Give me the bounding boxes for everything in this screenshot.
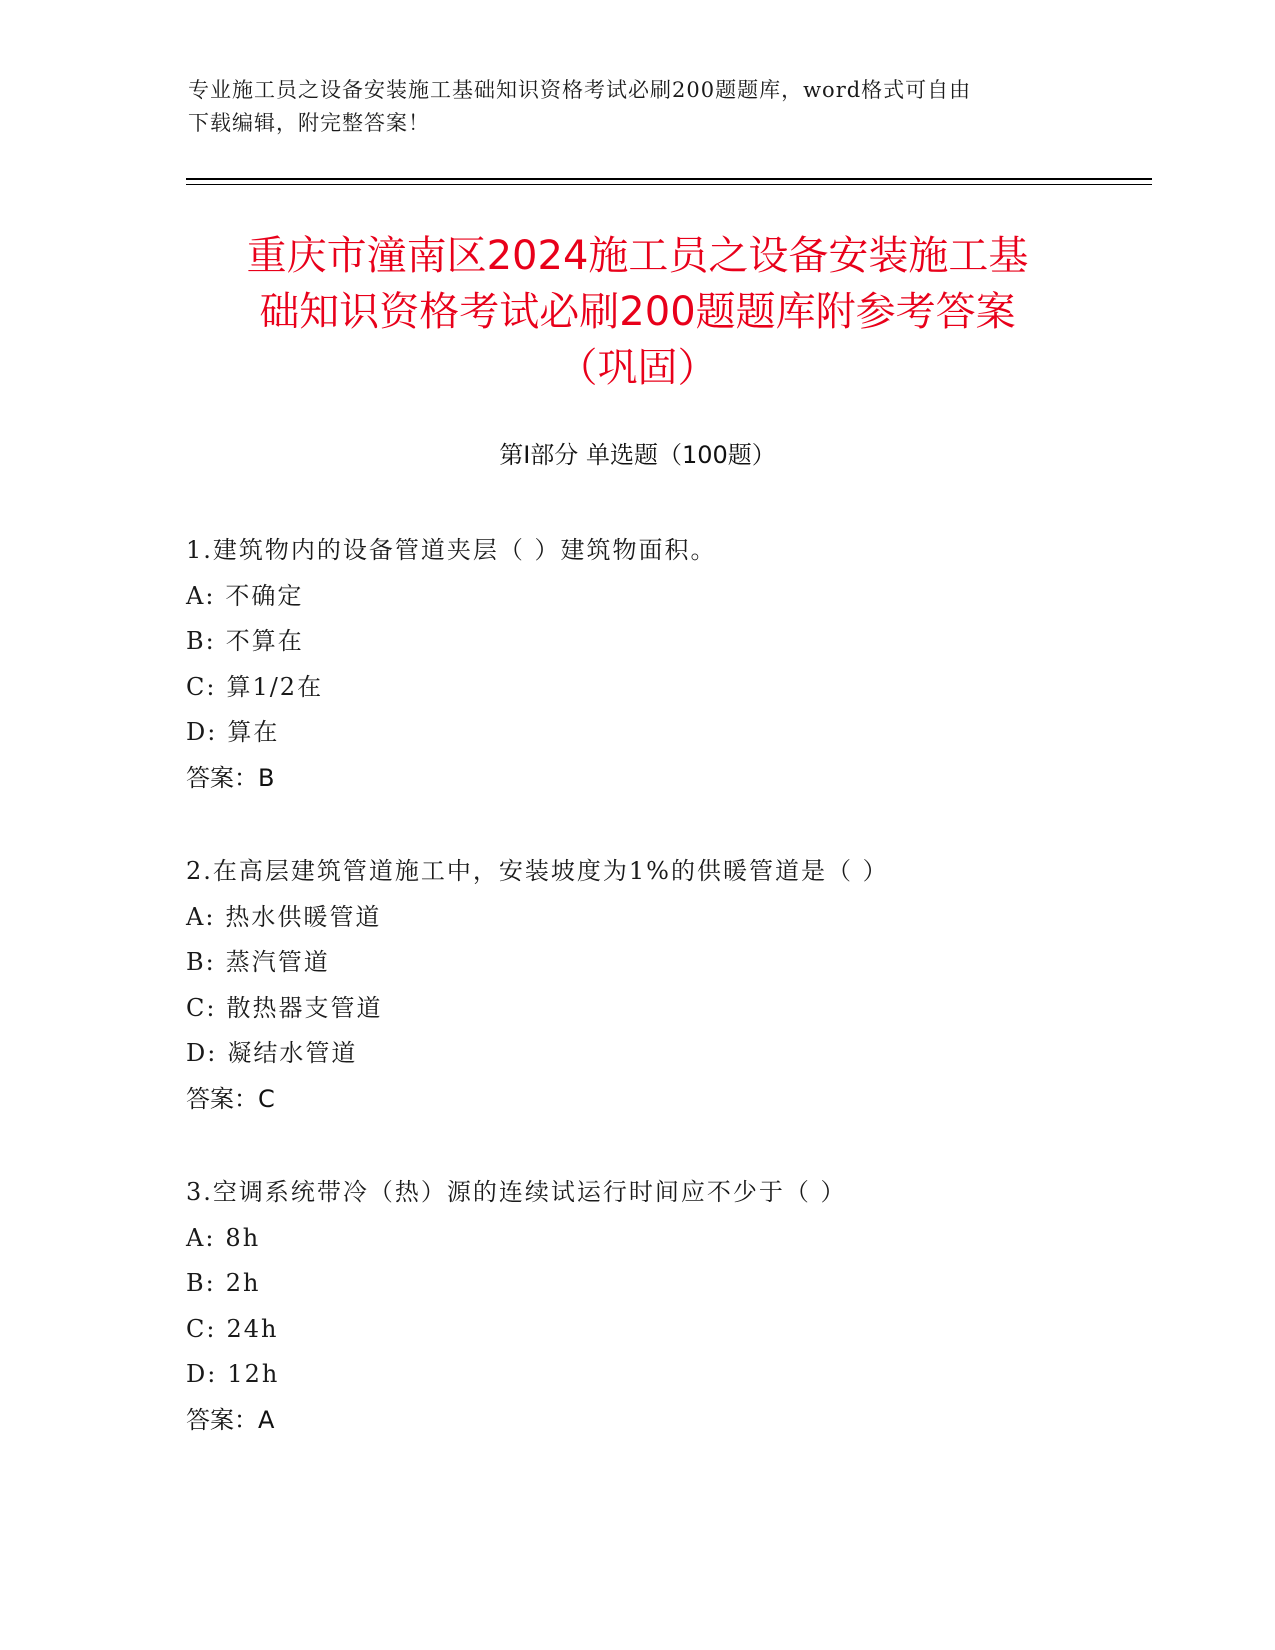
option-label: A: xyxy=(186,1223,216,1252)
option-label: A: xyxy=(186,581,216,610)
option-label: A: xyxy=(186,902,216,931)
option-text: 凝结水管道 xyxy=(227,1039,358,1067)
option-text: 算1/2在 xyxy=(226,672,324,701)
question-stem: 1.建筑物内的设备管道夹层（ ）建筑物面积。 xyxy=(186,536,717,564)
header-note-line-1: 专业施工员之设备安装施工基础知识资格考试必刷200题题库，word格式可自由 xyxy=(188,78,972,102)
option-text: 蒸汽管道 xyxy=(225,948,330,976)
option-text: 算在 xyxy=(227,718,280,746)
title-line-3: （巩固） xyxy=(557,345,718,391)
question-1 xyxy=(186,528,1146,801)
option-label: C: xyxy=(186,1314,217,1343)
option-d xyxy=(186,710,1146,756)
option-d xyxy=(186,1031,1146,1077)
option-label: D: xyxy=(186,718,218,746)
option-b xyxy=(186,1261,1146,1307)
option-text: 2h xyxy=(225,1269,261,1297)
question-stem: 2.在高层建筑管道施工中，安装坡度为1%的供暖管道是（ ） xyxy=(186,857,889,885)
option-a xyxy=(186,895,1146,941)
document-title xyxy=(170,228,1105,396)
header-note-line-2: 下载编辑，附完整答案！ xyxy=(188,111,430,135)
option-text: 12h xyxy=(227,1360,280,1388)
option-text: 热水供暖管道 xyxy=(225,902,382,931)
option-text: 8h xyxy=(225,1223,261,1252)
option-b xyxy=(186,940,1146,986)
option-label: D: xyxy=(186,1039,218,1067)
option-text: 散热器支管道 xyxy=(226,993,383,1022)
question-2 xyxy=(186,849,1146,1122)
option-label: C: xyxy=(186,672,217,701)
answer: 答案：B xyxy=(186,763,275,792)
question-3 xyxy=(186,1170,1146,1443)
option-text: 不确定 xyxy=(225,581,304,610)
option-label: B: xyxy=(186,948,216,976)
option-label: B: xyxy=(186,1269,216,1297)
option-a xyxy=(186,574,1146,620)
answer: 答案：C xyxy=(186,1084,275,1113)
option-text: 不算在 xyxy=(225,627,304,655)
option-c xyxy=(186,986,1146,1032)
header-rule-thin xyxy=(186,184,1152,185)
option-b xyxy=(186,619,1146,665)
option-c xyxy=(186,665,1146,711)
question-stem: 3.空调系统带冷（热）源的连续试运行时间应不少于（ ） xyxy=(186,1178,847,1206)
option-a xyxy=(186,1216,1146,1262)
question-list xyxy=(186,528,1146,1491)
header-note xyxy=(188,74,1088,140)
option-c xyxy=(186,1307,1146,1353)
option-label: C: xyxy=(186,993,217,1022)
option-label: B: xyxy=(186,627,216,655)
option-text: 24h xyxy=(226,1314,279,1343)
title-line-1: 重庆市潼南区2024施工员之设备安装施工基 xyxy=(246,233,1029,279)
title-line-2: 础知识资格考试必刷200题题库附参考答案 xyxy=(259,289,1016,335)
answer: 答案：A xyxy=(186,1405,275,1434)
option-label: D: xyxy=(186,1360,218,1388)
section-title: 第Ⅰ部分 单选题（100题） xyxy=(499,441,776,469)
option-d xyxy=(186,1352,1146,1398)
header-rule-thick xyxy=(186,178,1152,180)
